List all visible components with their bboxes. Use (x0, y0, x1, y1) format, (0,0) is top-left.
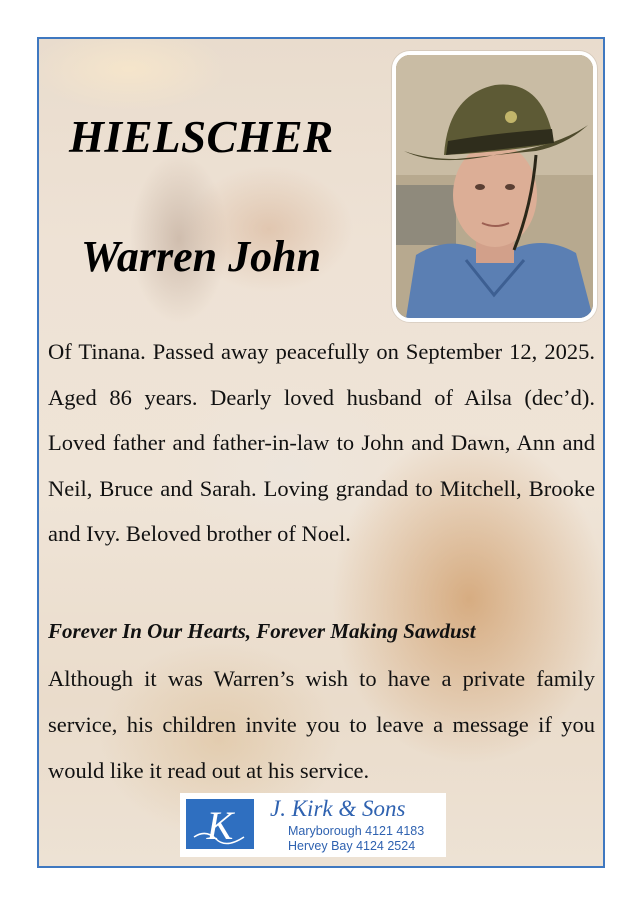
firm-name: J. Kirk & Sons (270, 796, 406, 821)
notice-frame (37, 37, 605, 868)
body-paragraph: Of Tinana. Passed away peacefully on September 12, 2025. Aged 86 years. Dearly loved husband of Ailsa (dec’d). Loved father and father-in-law to John and Dawn, Ann and Neil, Bruce and Sarah. Loving grandad to Mitchell, Brooke and Ivy. Beloved brother of Noel. (48, 339, 595, 546)
funeral-director-logo (180, 793, 446, 857)
portrait-illustration (396, 55, 593, 318)
tagline-text: Forever In Our Hearts, Forever Making Sawdust (48, 619, 476, 643)
surname-heading: HIELSCHER (69, 112, 334, 162)
phone-maryborough: Maryborough 4121 4183 (288, 824, 425, 838)
given-names-heading: Warren John (81, 232, 322, 281)
phone-hervey-bay: Hervey Bay 4124 2524 (288, 839, 416, 853)
notice-body-text (48, 329, 595, 557)
logo-letter: K (206, 803, 234, 848)
portrait-photo (392, 51, 597, 322)
kirk-logo-icon (186, 799, 254, 849)
service-message-text: Although it was Warren’s wish to have a private family service, his children invite you to leave a message if you would like it read out at his service. (48, 666, 595, 783)
